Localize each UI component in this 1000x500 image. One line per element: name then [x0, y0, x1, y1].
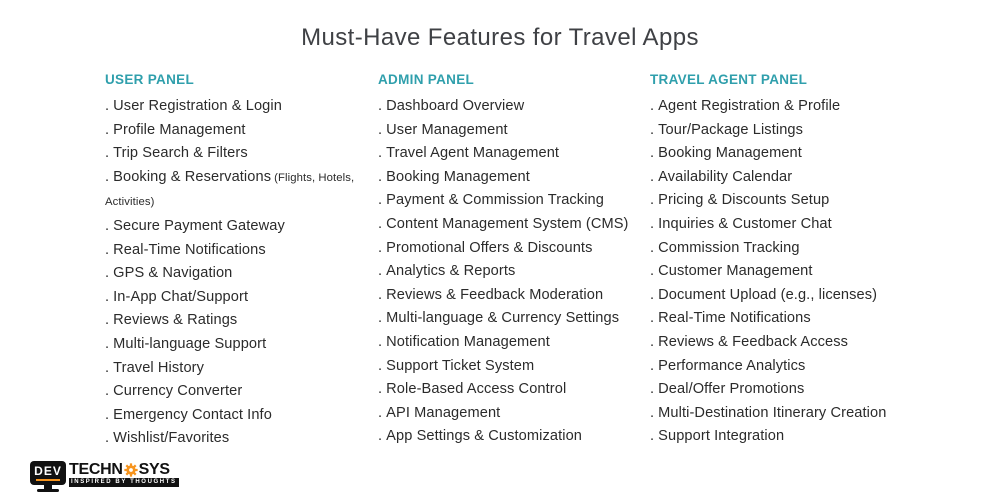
feature-list-item [650, 119, 952, 143]
bullet-dot: . [378, 168, 383, 185]
feature-list-item [105, 309, 360, 333]
feature-label: Content Management System (CMS) [386, 215, 629, 232]
feature-list-item [650, 378, 952, 402]
feature-list-item [650, 142, 952, 166]
bullet-dot: . [650, 239, 655, 256]
feature-label: Real-Time Notifications [113, 241, 266, 258]
feature-column [378, 72, 650, 451]
feature-label: Promotional Offers & Discounts [386, 239, 593, 256]
bullet-dot: . [650, 215, 655, 232]
bullet-dot: . [378, 310, 383, 327]
bullet-dot: . [650, 286, 655, 303]
feature-label: Travel History [113, 359, 205, 376]
feature-label: Analytics & Reports [386, 263, 516, 280]
feature-note: (Flights, Hotels, Activities) [105, 171, 355, 209]
feature-label: Multi-language & Currency Settings [386, 310, 620, 327]
bullet-dot: . [105, 217, 110, 234]
feature-list-item [105, 119, 360, 143]
bullet-dot: . [378, 263, 383, 280]
feature-list-item [105, 427, 360, 451]
feature-list-item [378, 284, 632, 308]
feature-list-item [650, 213, 952, 237]
bullet-dot: . [105, 430, 110, 447]
feature-label: Availability Calendar [658, 168, 793, 185]
feature-label: Commission Tracking [658, 239, 800, 256]
feature-label: Inquiries & Customer Chat [658, 215, 832, 232]
feature-list-item [650, 166, 952, 190]
feature-list-item [650, 284, 952, 308]
feature-label: Real-Time Notifications [658, 310, 811, 327]
feature-label: Trip Search & Filters [113, 145, 248, 162]
bullet-dot: . [105, 265, 110, 282]
bullet-dot: . [378, 286, 383, 303]
feature-list-item [650, 307, 952, 331]
column-header: ADMIN PANEL [378, 72, 475, 87]
feature-list-item [378, 142, 632, 166]
feature-list-item [378, 213, 632, 237]
feature-label: Pricing & Discounts Setup [658, 192, 830, 209]
feature-label: Reviews & Ratings [113, 312, 238, 329]
feature-list-item [105, 357, 360, 381]
feature-label: Wishlist/Favorites [113, 430, 230, 447]
feature-list-item [650, 237, 952, 261]
feature-label: Reviews & Feedback Moderation [386, 286, 604, 303]
bullet-dot: . [650, 121, 655, 138]
feature-list-item [378, 307, 632, 331]
bullet-dot: . [105, 312, 110, 329]
feature-column [105, 72, 378, 451]
bullet-dot: . [378, 428, 383, 445]
feature-label: Reviews & Feedback Access [658, 333, 849, 350]
bullet-dot: . [105, 288, 110, 305]
bullet-dot: . [105, 168, 110, 185]
feature-label: Booking Management [658, 145, 802, 162]
feature-label: User Management [386, 121, 508, 138]
feature-label: Booking & Reservations [113, 168, 272, 185]
devtechnosys-logo [30, 461, 179, 492]
feature-list-item [650, 189, 952, 213]
feature-label: Payment & Commission Tracking [386, 192, 604, 209]
feature-label: Profile Management [113, 121, 246, 138]
feature-label: Notification Management [386, 333, 550, 350]
feature-label: Travel Agent Management [386, 145, 560, 162]
bullet-dot: . [105, 383, 110, 400]
bullet-dot: . [650, 381, 655, 398]
feature-list-item [105, 262, 360, 286]
bullet-dot: . [105, 335, 110, 352]
column-header: USER PANEL [105, 72, 195, 87]
feature-list-item [650, 355, 952, 379]
feature-list-item [105, 333, 360, 357]
feature-list-item [105, 380, 360, 404]
bullet-dot: . [378, 404, 383, 421]
feature-list-item [378, 402, 632, 426]
feature-label: Booking Management [386, 168, 530, 185]
feature-label: App Settings & Customization [386, 428, 583, 445]
logo-name-part1: TECHN [69, 461, 123, 478]
feature-label: API Management [386, 404, 501, 421]
feature-label: In-App Chat/Support [113, 288, 249, 305]
bullet-dot: . [378, 381, 383, 398]
feature-label: Performance Analytics [658, 357, 806, 374]
feature-list-item [378, 331, 632, 355]
feature-list-item [105, 95, 360, 119]
feature-label: Support Ticket System [386, 357, 535, 374]
feature-list-item [105, 286, 360, 310]
logo-name-part2: SYS [138, 461, 170, 478]
bullet-dot: . [650, 168, 655, 185]
gear-icon [124, 463, 138, 477]
bullet-dot: . [378, 357, 383, 374]
feature-label: Tour/Package Listings [658, 121, 804, 138]
feature-list [105, 95, 378, 451]
feature-label: Document Upload (e.g., licenses) [658, 286, 878, 303]
feature-label: Agent Registration & Profile [658, 98, 841, 114]
bullet-dot: . [650, 98, 655, 114]
feature-list-item [378, 378, 632, 402]
feature-label: Role-Based Access Control [386, 381, 567, 398]
feature-list-item [105, 404, 360, 428]
bullet-dot: . [650, 333, 655, 350]
feature-label: Currency Converter [113, 383, 243, 400]
feature-list-item [378, 237, 632, 261]
feature-list-item [378, 189, 632, 213]
logo-monitor-text: DEV [34, 464, 62, 478]
bullet-dot: . [378, 239, 383, 256]
feature-label: Customer Management [658, 263, 813, 280]
feature-label: GPS & Navigation [113, 265, 233, 282]
feature-list-item [650, 425, 952, 449]
bullet-dot: . [650, 428, 655, 445]
bullet-dot: . [378, 145, 383, 162]
feature-list [378, 95, 650, 449]
bullet-dot: . [650, 357, 655, 374]
feature-list [650, 95, 970, 449]
monitor-icon [30, 461, 66, 492]
feature-list-item [650, 331, 952, 355]
feature-list-item [650, 402, 952, 426]
feature-list-item [105, 142, 360, 166]
feature-list-item [105, 215, 360, 239]
feature-label: User Registration & Login [113, 98, 282, 114]
page-title: Must-Have Features for Travel Apps [301, 24, 699, 51]
feature-list-item [105, 239, 360, 263]
bullet-dot: . [105, 406, 110, 423]
feature-list-item [378, 166, 632, 190]
feature-list-item [650, 95, 952, 119]
feature-label: Emergency Contact Info [113, 406, 272, 423]
feature-list-item [105, 166, 360, 215]
column-header: TRAVEL AGENT PANEL [650, 72, 808, 87]
bullet-dot: . [650, 145, 655, 162]
bullet-dot: . [378, 192, 383, 209]
bullet-dot: . [378, 333, 383, 350]
bullet-dot: . [378, 121, 383, 138]
bullet-dot: . [105, 98, 110, 114]
bullet-dot: . [105, 121, 110, 138]
feature-column [650, 72, 970, 451]
feature-label: Multi-Destination Itinerary Creation [658, 404, 887, 421]
bullet-dot: . [650, 404, 655, 421]
feature-label: Dashboard Overview [386, 98, 525, 114]
feature-label: Secure Payment Gateway [113, 217, 285, 234]
feature-label: Multi-language Support [113, 335, 267, 352]
feature-list-item [650, 260, 952, 284]
feature-list-item [378, 425, 632, 449]
feature-list-item [378, 95, 632, 119]
feature-list-item [378, 355, 632, 379]
bullet-dot: . [105, 241, 110, 258]
feature-list-item [378, 260, 632, 284]
bullet-dot: . [378, 98, 383, 114]
bullet-dot: . [378, 215, 383, 232]
feature-label: Deal/Offer Promotions [658, 381, 805, 398]
bullet-dot: . [105, 145, 110, 162]
logo-name [69, 461, 179, 478]
bullet-dot: . [650, 310, 655, 327]
feature-columns [105, 72, 970, 451]
bullet-dot: . [105, 359, 110, 376]
feature-label: Support Integration [658, 428, 785, 445]
logo-underline [36, 479, 60, 481]
bullet-dot: . [650, 192, 655, 209]
bullet-dot: . [650, 263, 655, 280]
logo-tagline: INSPIRED BY THOUGHTS [71, 479, 177, 485]
feature-list-item [378, 119, 632, 143]
monitor-base [37, 489, 59, 492]
